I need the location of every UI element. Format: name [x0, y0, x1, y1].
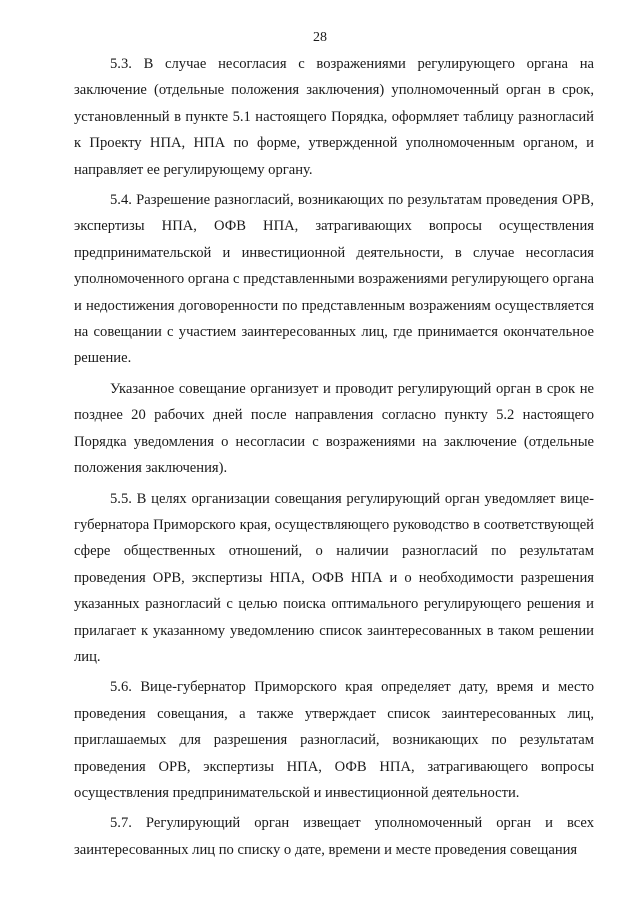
paragraph-5-3: 5.3. В случае несогласия с возражениями регулирующего органа на заключение (отдельные положения заключения) уполномоченный орган в срок, установленный в пункте 5.1 настоящего Порядка, оформляет таблицу разногласий к Проекту НПА, НПА по форме, утвержденной уполномоченным органом, и направляет ее регулирующему органу. — [74, 56, 594, 178]
paragraph-5-5: 5.5. В целях организации совещания регулирующий орган уведомляет вице-губернатора Приморского края, осуществляющего руководство в соответствующей сфере общественных отношений, о наличии разногласий по результатам проведения ОРВ, экспертизы НПА, ОФВ НПА и о необходимости разрешения указанных разногласий с целью поиска оптимального регулирующего решения и прилагает к указанному уведомлению список заинтересованных в таком решении лиц. — [74, 490, 594, 665]
paragraph-5-7: 5.7. Регулирующий орган извещает уполномоченный орган и всех заинтересованных лиц по списку о дате, времени и месте проведения совещания — [74, 815, 594, 858]
page-number: 28 — [313, 30, 327, 45]
document-body — [74, 51, 594, 863]
paragraph-meeting-deadline: Указанное совещание организует и проводит регулирующий орган в срок не позднее 20 рабочих дней после направления согласно пункту 5.2 настоящего Порядка уведомления о несогласии с возражениями на заключение (отдельные положения заключения). — [74, 380, 594, 477]
paragraph-5-6: 5.6. Вице-губернатор Приморского края определяет дату, время и место проведения совещания, а также утверждает список заинтересованных лиц, приглашаемых для разрешения разногласий, возникающих по результатам проведения ОРВ, экспертизы НПА, ОФВ НПА, затрагивающего вопросы осуществления предпринимательской и инвестиционной деятельности. — [74, 679, 594, 801]
paragraph-5-4: 5.4. Разрешение разногласий, возникающих по результатам проведения ОРВ, экспертизы НПА, ОФВ НПА, затрагивающих вопросы осуществления предпринимательской и инвестиционной деятельности, в случае несогласия уполномоченного органа с представленными возражениями регулирующего органа и недостижения договоренности по представленным возражениям осуществляется на совещании с участием заинтересованных лиц, где принимается окончательное решение. — [74, 192, 594, 367]
